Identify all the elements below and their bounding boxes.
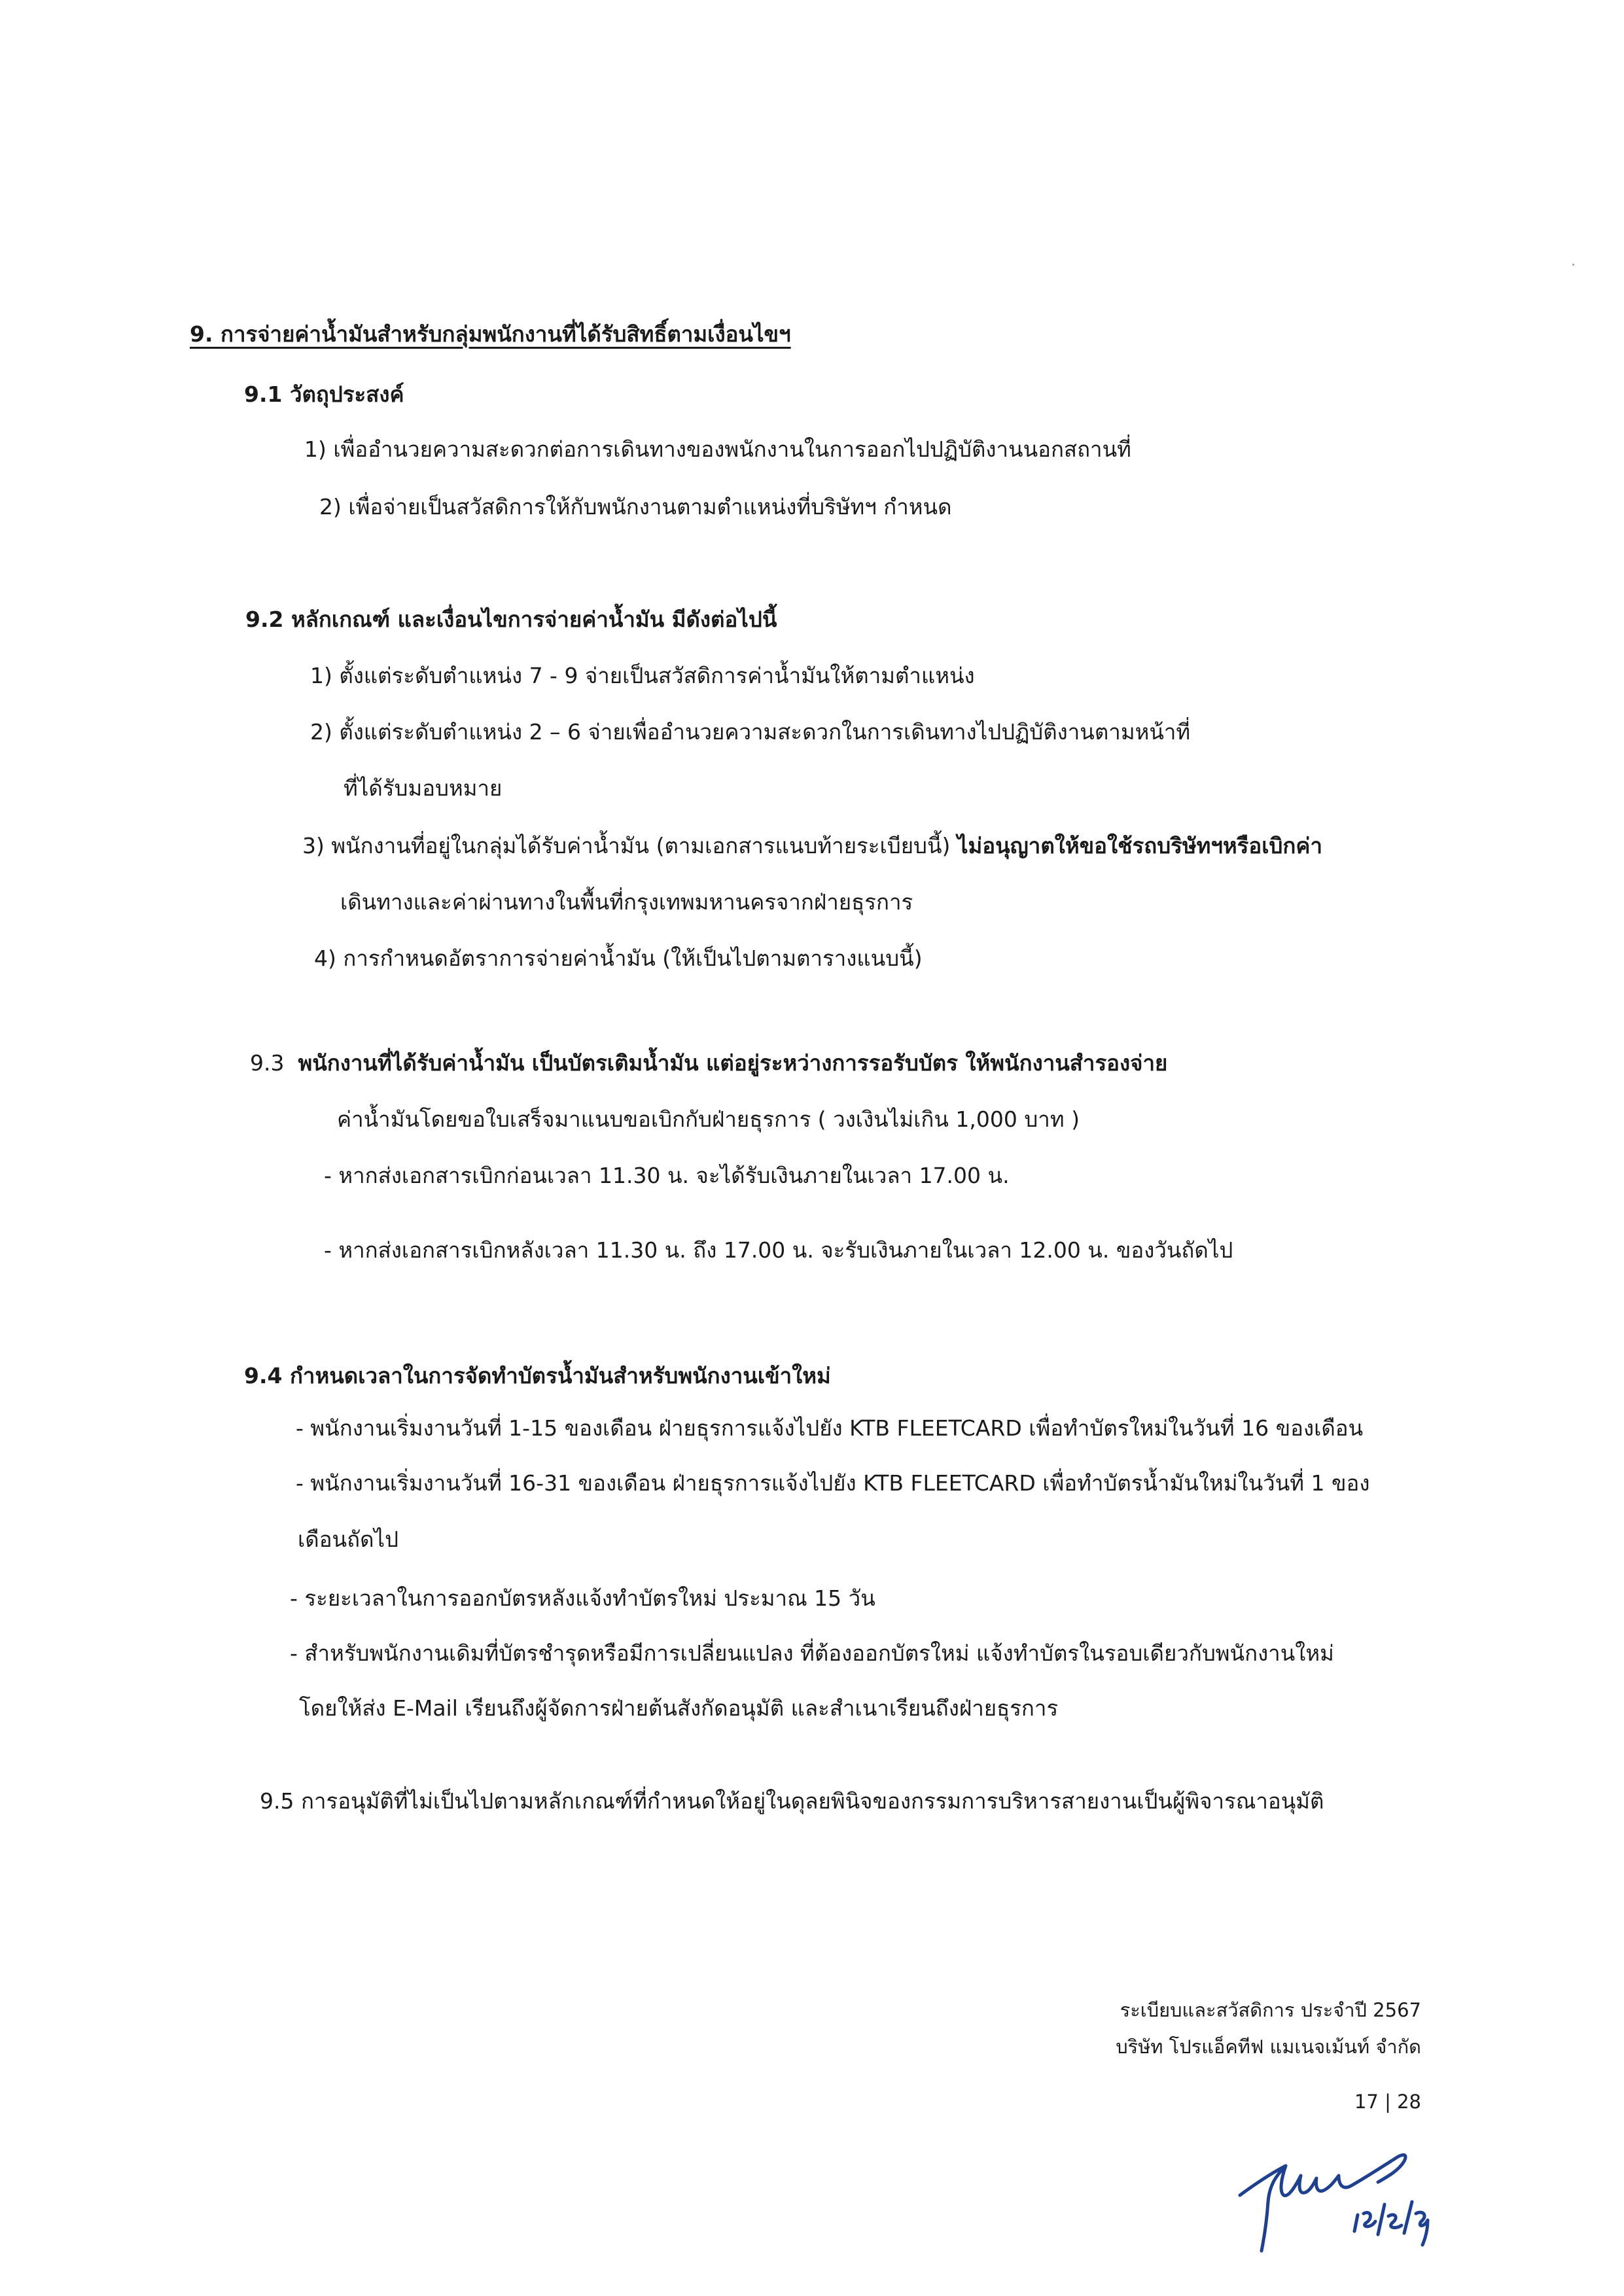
section-9-5: 9.5 การอนุมัติที่ไม่เป็นไปตามหลักเกณฑ์ที่กำหนดให้อยู่ในดุลยพินิจของกรรมการบริหารสายงานเป็นผู้พิจารณาอนุมัติ <box>260 1788 1324 1814</box>
section-9-4-item: โดยให้ส่ง E-Mail เรียนถึงผู้จัดการฝ่ายต้นสังกัดอนุมัติ และสำเนาเรียนถึงฝ่ายธุรการ <box>299 1695 1059 1721</box>
section-9-2-item-text: 3) พนักงานที่อยู่ในกลุ่มได้รับค่าน้ำมัน (ตามเอกสารแนบท้ายระเบียบนี้) <box>302 833 951 858</box>
footer-company-name: บริษัท โปรแอ็คทีฟ แมเนจเม้นท์ จำกัด <box>1116 2036 1421 2058</box>
section-9-2-title: 9.2 หลักเกณฑ์ และเงื่อนไขการจ่ายค่าน้ำมัน มีดังต่อไปนี้ <box>245 607 777 632</box>
section-9-2-item: ที่ได้รับมอบหมาย <box>344 775 503 801</box>
scan-speck <box>1572 264 1574 266</box>
section-9-3-title-text: พนักงานที่ได้รับค่าน้ำมัน เป็นบัตรเติมน้ำมัน แต่อยู่ระหว่างการรอรับบัตร ให้พนักงานสำรองจ่าย <box>298 1050 1168 1076</box>
section-9-1-item: 2) เพื่อจ่ายเป็นสวัสดิการให้กับพนักงานตามตำแหน่งที่บริษัทฯ กำหนด <box>319 494 952 520</box>
section-9-4-item: - พนักงานเริ่มงานวันที่ 1-15 ของเดือน ฝ่ายธุรการแจ้งไปยัง KTB FLEETCARD เพื่อทำบัตรใหม่ในวันที่ 16 ของเดือน <box>296 1415 1364 1441</box>
section-9-3-item: - หากส่งเอกสารเบิกก่อนเวลา 11.30 น. จะได้รับเงินภายในเวลา 17.00 น. <box>324 1163 1010 1188</box>
section-9-2-item: เดินทางและค่าผ่านทางในพื้นที่กรุงเทพมหานครจากฝ่ายธุรการ <box>340 889 913 915</box>
footer-regulation-title: ระเบียบและสวัสดิการ ประจำปี 2567 <box>1120 1999 1421 2021</box>
section-9-4-item: เดือนถัดไป <box>298 1527 399 1552</box>
section-9-4-item: - ระยะเวลาในการออกบัตรหลังแจ้งทำบัตรใหม่ ประมาณ 15 วัน <box>290 1585 875 1611</box>
section-9-2-item-bold: ไม่อนุญาตให้ขอใช้รถบริษัทฯหรือเบิกค่า <box>957 833 1323 858</box>
section-9-2-item: 4) การกำหนดอัตราการจ่ายค่าน้ำมัน (ให้เป็นไปตามตารางแนบนี้) <box>314 945 923 971</box>
section-9-4-title: 9.4 กำหนดเวลาในการจัดทำบัตรน้ำมันสำหรับพนักงานเข้าใหม่ <box>244 1363 831 1388</box>
page-number: 17 | 28 <box>1354 2091 1421 2113</box>
section-9-1-item: 1) เพื่ออำนวยความสะดวกต่อการเดินทางของพนักงานในการออกไปปฏิบัติงานนอกสถานที่ <box>304 436 1131 462</box>
section-9-4-item: - พนักงานเริ่มงานวันที่ 16-31 ของเดือน ฝ่ายธุรการแจ้งไปยัง KTB FLEETCARD เพื่อทำบัตรน้ำมันใหม่ในวันที่ 1 ของ <box>296 1470 1370 1496</box>
section-9-2-item: 1) ตั้งแต่ระดับตำแหน่ง 7 - 9 จ่ายเป็นสวัสดิการค่าน้ำมันให้ตามตำแหน่ง <box>310 663 975 688</box>
section-9-3-title <box>250 1048 1167 1078</box>
section-9-1-title: 9.1 วัตถุประสงค์ <box>244 381 404 407</box>
section-9-3-item: ค่าน้ำมันโดยขอใบเสร็จมาแนบขอเบิกกับฝ่ายธุรการ ( วงเงินไม่เกิน 1,000 บาท ) <box>337 1106 1080 1132</box>
section-9-3-item: - หากส่งเอกสารเบิกหลังเวลา 11.30 น. ถึง 17.00 น. จะรับเงินภายในเวลา 12.00 น. ของวันถัดไป <box>324 1237 1233 1263</box>
handwritten-signature <box>1224 2130 1498 2261</box>
section-9-3-number: 9.3 <box>250 1050 285 1076</box>
section-9-4-item: - สำหรับพนักงานเดิมที่บัตรชำรุดหรือมีการเปลี่ยนแปลง ที่ต้องออกบัตรใหม่ แจ้งทำบัตรในรอบเดียวกับพนักงานใหม่ <box>290 1640 1334 1666</box>
section-9-2-item <box>302 831 1322 861</box>
section-9-2-item: 2) ตั้งแต่ระดับตำแหน่ง 2 – 6 จ่ายเพื่ออำนวยความสะดวกในการเดินทางไปปฏิบัติงานตามหน้าที่ <box>310 719 1191 745</box>
section-9-heading: 9. การจ่ายค่าน้ำมันสำหรับกลุ่มพนักงานที่ได้รับสิทธิ์ตามเงื่อนไขฯ <box>190 321 791 347</box>
